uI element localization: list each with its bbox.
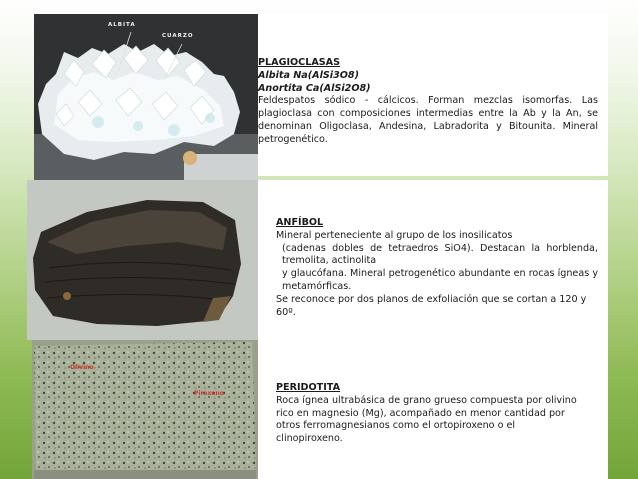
anfibol-line-1: Mineral perteneciente al grupo de los inosilicatos <box>276 229 513 241</box>
olivino-image-label: Olivino <box>70 364 94 371</box>
peridotita-description: Roca ígnea ultrabásica de grano grueso compuesta por olivino rico en magnesio (Mg), acompañado en menor cantidad por otros ferromagnesianos como el ortopiroxeno o el clinopiroxeno. <box>276 394 577 445</box>
amphibole-photo <box>27 180 258 340</box>
plagioclasas-panel <box>258 14 608 176</box>
anfibol-line-4: Se reconoce por dos planos de exfoliación que se cortan a 120 y 60º. <box>276 293 587 318</box>
plagioclase-photo <box>34 14 258 180</box>
peridotite-photo <box>32 340 258 479</box>
anfibol-panel <box>258 180 608 340</box>
peridotita-panel <box>258 340 608 479</box>
plagioclasas-description: Feldespatos sódico - cálcicos. Forman mezclas isomorfas. Las plagioclasa con composiciones intermedias entre la Ab y la An, se denominan Oligoclasa, Andesina, Labradorita y Bitounita. Mineral petrogenético. <box>258 95 598 145</box>
albita-formula: Albita Na(AlSi3O8) <box>258 69 359 81</box>
anfibol-line-2: (cadenas dobles de tetraedros SiO4). Destacan la horblenda, tremolita, actinolita <box>282 242 598 267</box>
albita-image-label: ALBITA <box>108 22 136 28</box>
plagioclasas-title: PLAGIOCLASAS <box>258 57 340 68</box>
anortita-formula: Anortita Ca(AlSi2O8) <box>258 82 371 94</box>
cuarzo-image-label: CUARZO <box>162 33 194 39</box>
anfibol-line-3: y glaucófana. Mineral petrogenético abundante en rocas ígneas y metamórficas. <box>282 268 598 292</box>
piroxeno-image-label: Piroxeno <box>194 390 224 397</box>
peridotita-title: PERIDOTITA <box>276 382 340 393</box>
anfibol-title: ANFÍBOL <box>276 217 324 228</box>
